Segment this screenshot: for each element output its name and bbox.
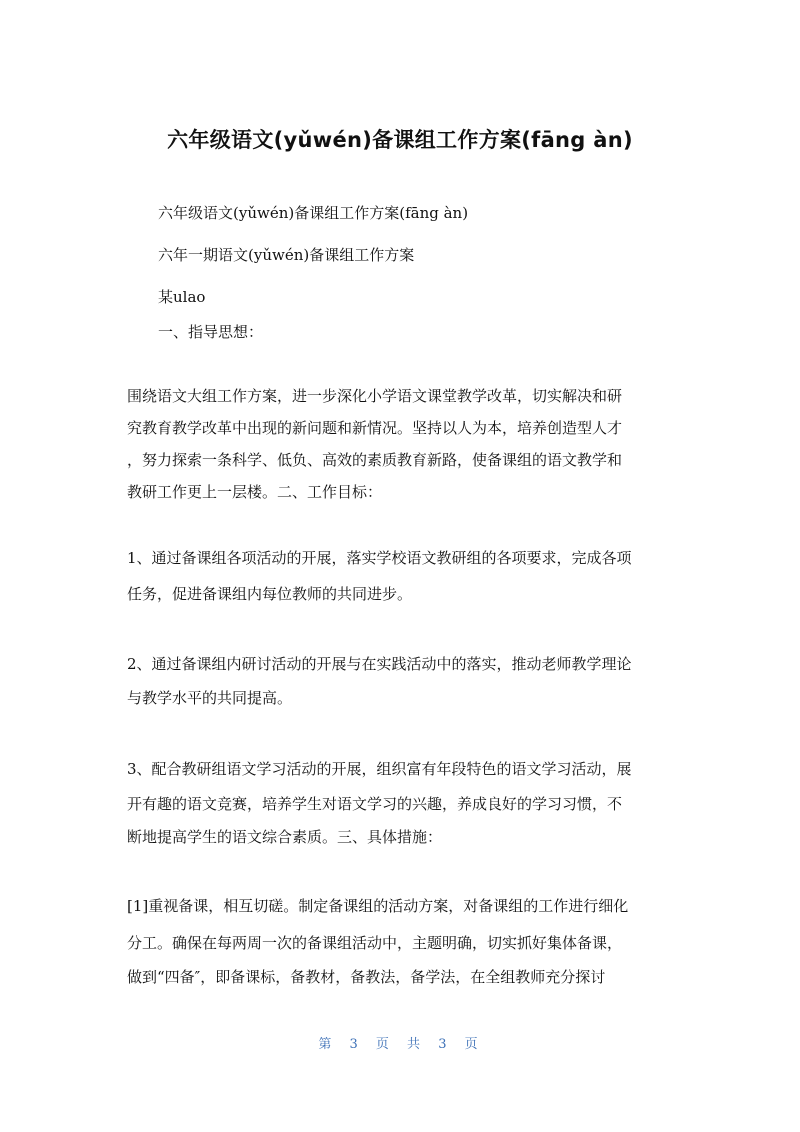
paragraph-line: 断地提高学生的语文综合素质。三、具体措施： [127,828,443,846]
page-footer: 第 3 页 共 3 页 [318,1037,482,1052]
paragraph-line: 教研工作更上一层楼。二、工作目标： [127,483,383,501]
header-line-author: 某ulao [158,288,206,306]
paragraph-line: 分工。确保在每两周一次的备课组活动中，主题明确，切实抓好集体备课， [127,934,623,952]
header-line-subtitle: 六年一期语文(yǔwén)备课组工作方案 [158,246,415,264]
document-title: 六年级语文(yǔwén)备课组工作方案(fāng àn) [167,128,633,152]
header-line-title-repeat: 六年级语文(yǔwén)备课组工作方案(fāng àn) [158,204,469,222]
paragraph-line: 开有趣的语文竞赛，培养学生对语文学习的兴趣，养成良好的学习习惯，不 [127,795,623,813]
paragraph-line: 围绕语文大组工作方案，进一步深化小学语文课堂教学改革，切实解决和研 [127,387,623,405]
section-heading-guiding-thought: 一、指导思想： [158,323,264,341]
paragraph-line: 做到“四备″，即备课标，备教材，备教法，备学法，在全组教师充分探讨 [127,968,606,986]
paragraph-line: ，努力探索一条科学、低负、高效的素质教育新路，使备课组的语文教学和 [127,451,623,469]
paragraph-line: 1、通过备课组各项活动的开展，落实学校语文教研组的各项要求，完成各项 [127,549,632,567]
paragraph-line: 2、通过备课组内研讨活动的开展与在实践活动中的落实，推动老师教学理论 [127,655,632,673]
paragraph-line: [1]重视备课，相互切磋。制定备课组的活动方案，对备课组的工作进行细化 [127,897,629,915]
paragraph-line: 3、配合教研组语文学习活动的开展，组织富有年段特色的语文学习活动，展 [127,760,632,778]
paragraph-line: 与教学水平的共同提高。 [127,689,293,707]
paragraph-line: 究教育教学改革中出现的新问题和新情况。坚持以人为本，培养创造型人才 [127,419,623,437]
paragraph-line: 任务，促进备课组内每位教师的共同进步。 [127,585,413,603]
